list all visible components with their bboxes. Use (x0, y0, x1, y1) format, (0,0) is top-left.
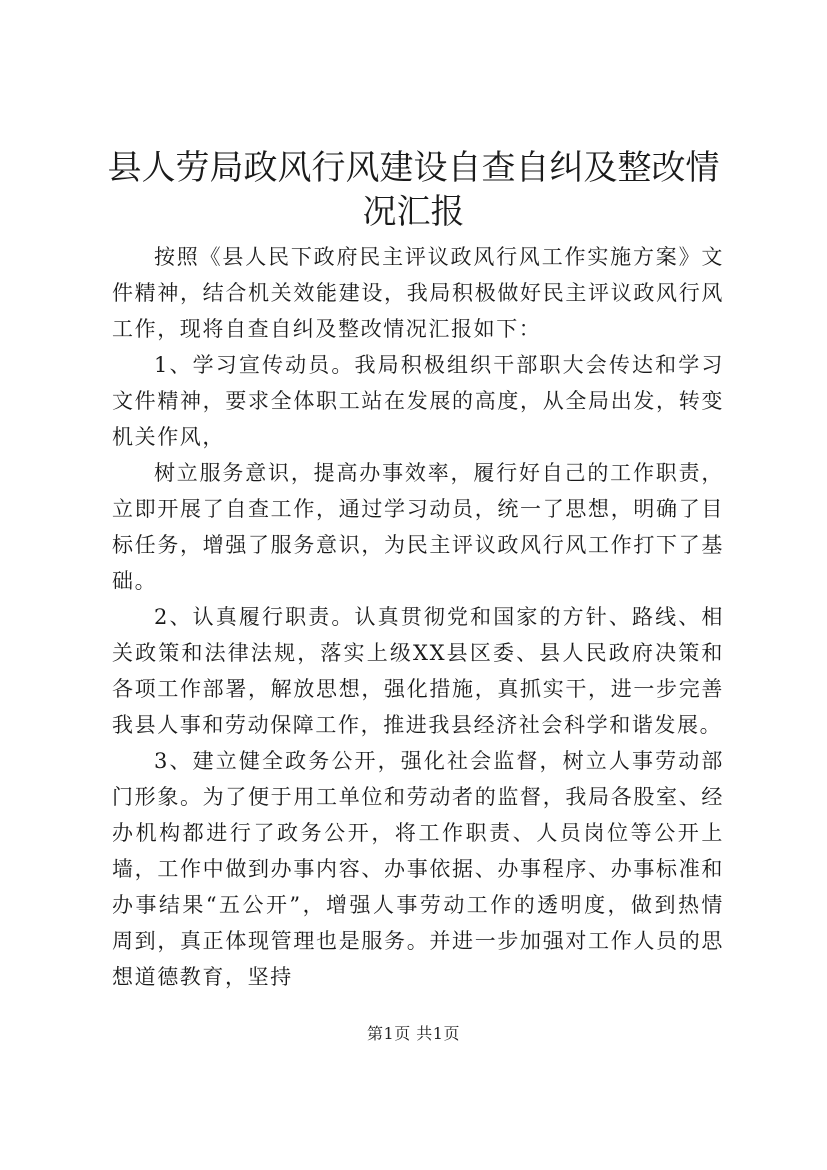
paragraph-intro: 按照《县人民下政府民主评议政风行风工作实施方案》文件精神，结合机关效能建设，我局积极做好民主评议政风行风工作，现将自查自纠及整改情况汇报如下： (112, 245, 724, 341)
paragraph-item-2: 2、认真履行职责。认真贯彻党和国家的方针、路线、相关政策和法律法规，落实上级XX县区委、县人民政府决策和各项工作部署，解放思想，强化措施，真抓实干，进一步完善我县人事和劳动保障工作，推进我县经济社会科学和谐发展。 (112, 605, 724, 737)
document-title: 县人劳局政风行风建设自查自纠及整改情况汇报 (107, 148, 720, 232)
paragraph-item-1-continued: 树立服务意识，提高办事效率，履行好自己的工作职责，立即开展了自查工作，通过学习动员，统一了思想，明确了目标任务，增强了服务意识，为民主评议政风行风工作打下了基础。 (112, 461, 724, 593)
paragraph-item-1: 1、学习宣传动员。我局积极组织干部职大会传达和学习文件精神，要求全体职工站在发展的高度，从全局出发，转变机关作风， (112, 353, 724, 449)
paragraph-item-3: 3、建立健全政务公开，强化社会监督，树立人事劳动部门形象。为了便于用工单位和劳动者的监督，我局各股室、经办机构都进行了政务公开，将工作职责、人员岗位等公开上墙，工作中做到办事内容、办事依据、办事程序、办事标准和办事结果“五公开”，增强人事劳动工作的透明度，做到热情周到，真正体现管理也是服务。并进一步加强对工作人员的思想道德教育，坚持 (112, 749, 724, 989)
page-footer: 第1页 共1页 (367, 1024, 460, 1043)
document-body (112, 239, 724, 995)
